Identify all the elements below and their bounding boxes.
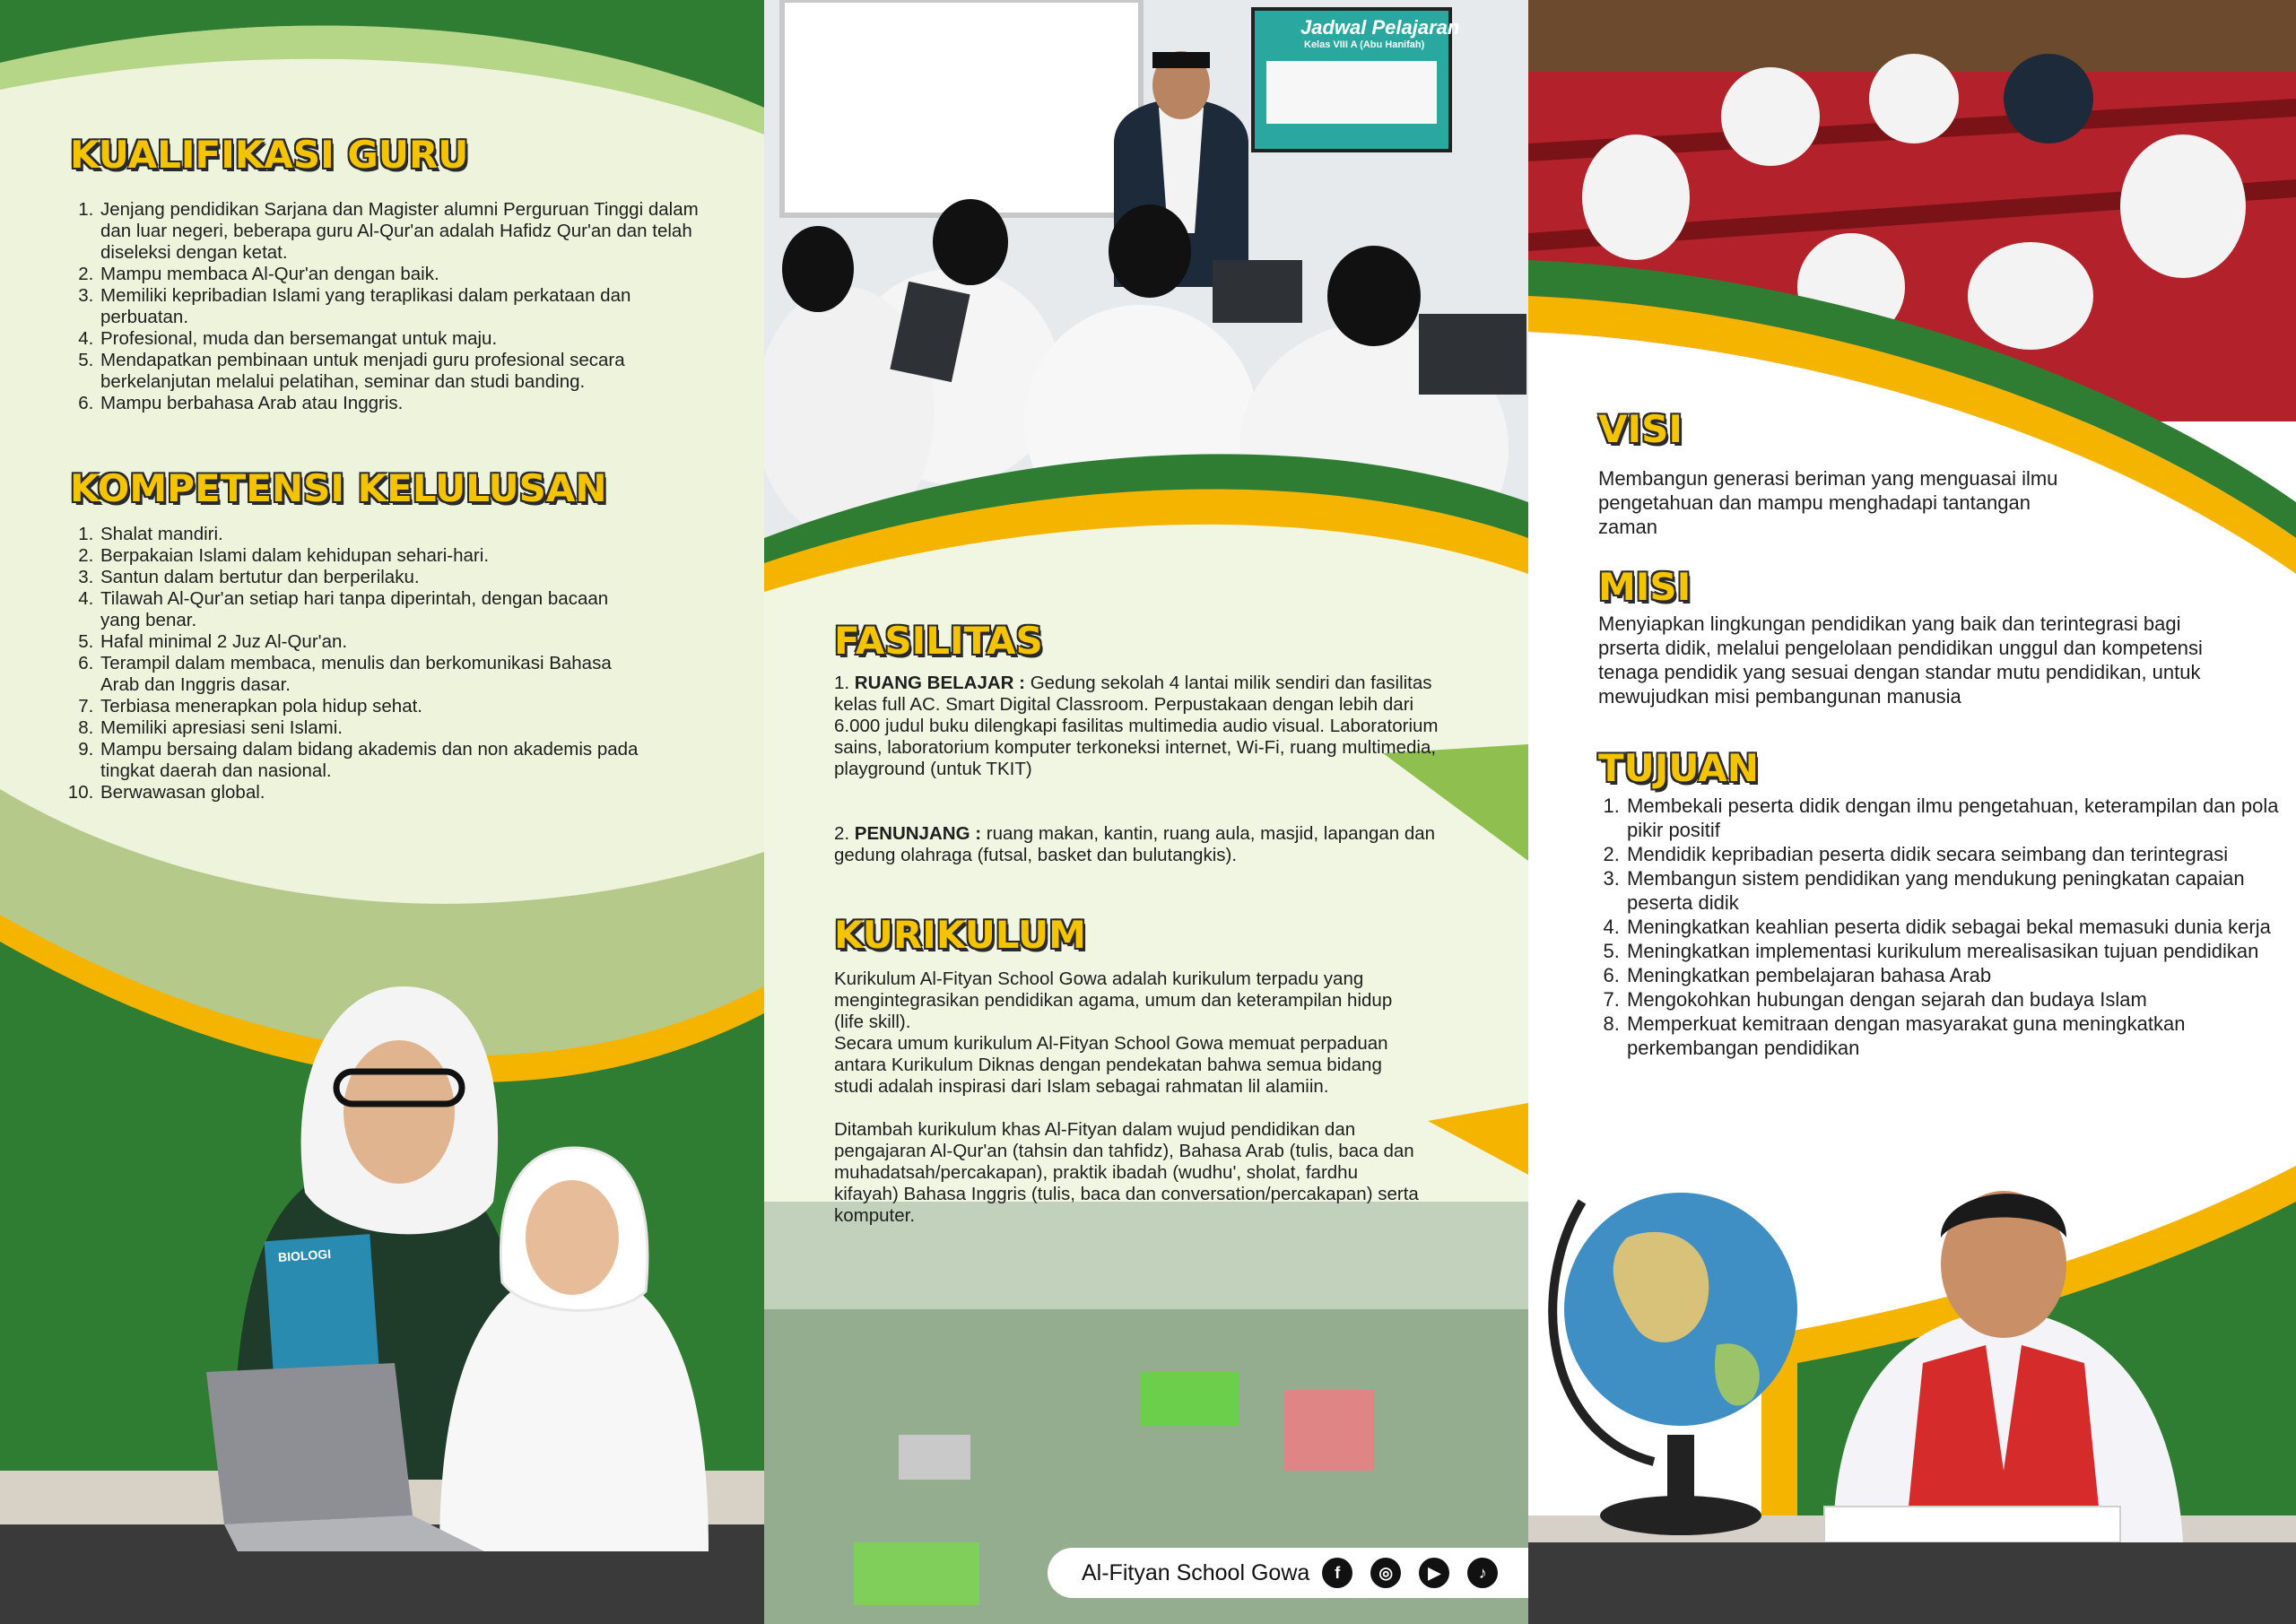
list-item: 4. Tilawah Al-Qur'an setiap hari tanpa diperintah, dengan bacaan yang benar.: [99, 588, 646, 631]
fasilitas-item-2: 2. PENUNJANG : ruang makan, kantin, ruang aula, masjid, lapangan dan gedung olahraga (futsal, basket dan bulutangkis).: [834, 823, 1436, 865]
youtube-icon[interactable]: ▶: [1419, 1558, 1449, 1588]
book-title: BIOLOGI: [277, 1246, 332, 1265]
kurikulum-title: KURIKULUM: [834, 913, 1086, 957]
instagram-icon[interactable]: ◎: [1370, 1558, 1401, 1588]
kurikulum-paragraph-3: Ditambah kurikulum khas Al-Fityan dalam wujud pendidikan dan pengajaran Al-Qur'an (tahsin dan tahfidz), Bahasa Arab (tulis, baca dan muhadatsah/percakapan), praktik ibadah (wudhu', sholat, fardhu kifayah) Bahasa Inggris (tulis, baca dan conversation/percakapan) serta komputer.: [834, 1119, 1419, 1226]
list-item: 3. Membangun sistem pendidikan yang mendukung peningkatan capaian peserta didik: [1625, 866, 2289, 915]
students-photo: [170, 977, 726, 1551]
visi-title: VISI: [1598, 407, 1683, 451]
fasilitas-title: FASILITAS: [834, 619, 1043, 663]
list-item: 7. Mengokohkan hubungan dengan sejarah dan budaya Islam: [1625, 987, 2289, 1012]
facebook-icon[interactable]: f: [1322, 1558, 1352, 1588]
panel-right: [1528, 0, 2296, 1624]
fasilitas-item-1-text: Gedung sekolah 4 lantai milik sendiri dan fasilitas kelas full AC. Smart Digital Classroom. Perpustakaan dengan lebih dari 6.000 judul buku dilengkapi fasilitas multimedia audio visual. Laboratorium sains, laboratorium komputer terkoneksi internet, Wi-Fi, ruang multimedia, playground (untuk TKIT): [834, 673, 1439, 779]
list-item: 10. Berwawasan global.: [99, 782, 646, 803]
list-item: 9. Mampu bersaing dalam bidang akademis dan non akademis pada tingkat daerah dan nasional.: [99, 739, 646, 782]
kualifikasi-list: [72, 199, 718, 414]
panel-middle-waves: [764, 0, 1528, 1624]
list-item: 8. Memiliki apresiasi seni Islami.: [99, 717, 646, 739]
list-item: 2. Mampu membaca Al-Qur'an dengan baik.: [99, 264, 718, 285]
list-item: 2. Mendidik kepribadian peserta didik secara seimbang dan terintegrasi: [1625, 842, 2289, 866]
fasilitas-item-1: 1. RUANG BELAJAR : Gedung sekolah 4 lantai milik sendiri dan fasilitas kelas full AC. Smart Digital Classroom. Perpustakaan dengan lebih dari 6.000 judul buku dilengkapi fasilitas multimedia audio visual. Laboratorium sains, laboratorium komputer terkoneksi internet, Wi-Fi, ruang multimedia, playground (untuk TKIT): [834, 673, 1439, 779]
list-item: 6. Meningkatkan pembelajaran bahasa Arab: [1625, 963, 2289, 987]
list-item: 2. Berpakaian Islami dalam kehidupan sehari-hari.: [99, 545, 646, 567]
student-boy-photo: [1797, 1166, 2291, 1542]
kualifikasi-title: KUALIFIKASI GURU: [70, 133, 469, 177]
tujuan-title: TUJUAN: [1598, 746, 1759, 790]
list-item: 3. Santun dalam bertutur dan berperilaku.: [99, 567, 646, 588]
school-name: Al-Fityan School Gowa: [1082, 1559, 1310, 1585]
list-item: 5. Hafal minimal 2 Juz Al-Qur'an.: [99, 631, 646, 653]
list-item: 1. Jenjang pendidikan Sarjana dan Magister alumni Perguruan Tinggi dalam dan luar negeri, beberapa guru Al-Qur'an adalah Hafidz Qur'an dan telah diseleksi dengan ketat.: [99, 199, 718, 264]
kurikulum-paragraph-2: Secara umum kurikulum Al-Fityan School Gowa memuat perpaduan antara Kurikulum Diknas dengan pendekatan bahwa semua bidang studi adalah inspirasi dari Islam sebagai rahmatan lil alamiin.: [834, 1033, 1388, 1097]
kompetensi-list: [72, 524, 646, 803]
list-item: 1. Membekali peserta didik dengan ilmu pengetahuan, keterampilan dan pola pikir positif: [1625, 794, 2289, 842]
visi-text: Membangun generasi beriman yang menguasai ilmu pengetahuan dan mampu menghadapi tantangan zaman: [1598, 467, 2058, 538]
kurikulum-paragraph-1: Kurikulum Al-Fityan School Gowa adalah kurikulum terpadu yang mengintegrasikan pendidikan agama, umum dan keterampilan hidup (life skill).: [834, 968, 1393, 1032]
fasilitas-item-2-label: PENUNJANG :: [854, 823, 982, 844]
tiktok-icon[interactable]: ♪: [1467, 1558, 1498, 1588]
social-footer: [1048, 1548, 1528, 1598]
list-item: 8. Memperkuat kemitraan dengan masyarakat guna meningkatkan perkembangan pendidikan: [1625, 1012, 2289, 1060]
panel-left: [0, 0, 764, 1624]
tujuan-list: [1598, 794, 2289, 1060]
list-item: 5. Meningkatkan implementasi kurikulum merealisasikan tujuan pendidikan: [1625, 939, 2289, 963]
fasilitas-item-1-label: RUANG BELAJAR :: [854, 673, 1025, 693]
list-item: 6. Mampu berbahasa Arab atau Inggris.: [99, 393, 718, 414]
list-item: 4. Profesional, muda dan bersemangat untuk maju.: [99, 328, 718, 350]
list-item: 7. Terbiasa menerapkan pola hidup sehat.: [99, 696, 646, 717]
misi-title: MISI: [1598, 565, 1692, 609]
list-item: 6. Terampil dalam membaca, menulis dan berkomunikasi Bahasa Arab dan Inggris dasar.: [99, 653, 646, 696]
panel-middle: [764, 0, 1528, 1624]
list-item: 1. Shalat mandiri.: [99, 524, 646, 545]
misi-text: Menyiapkan lingkungan pendidikan yang baik dan terintegrasi bagi prserta didik, melalui pengelolaan pendidikan unggul dan kompetensi tenaga pendidik yang sesuai dengan standar mutu pendidikan, untuk mewujudkan misi pembangunan manusia: [1598, 612, 2203, 708]
fasilitas-item-2-text: ruang makan, kantin, ruang aula, masjid, lapangan dan gedung olahraga (futsal, basket dan bulutangkis).: [834, 823, 1436, 865]
list-item: 3. Memiliki kepribadian Islami yang teraplikasi dalam perkataan dan perbuatan.: [99, 285, 718, 328]
schedule-board-title: Jadwal Pelajaran: [1300, 16, 1460, 39]
list-item: 4. Meningkatkan keahlian peserta didik sebagai bekal memasuki dunia kerja: [1625, 915, 2289, 939]
globe-icon: [1546, 1166, 1815, 1542]
list-item: 5. Mendapatkan pembinaan untuk menjadi guru profesional secara berkelanjutan melalui pelatihan, seminar dan studi banding.: [99, 350, 718, 393]
kompetensi-title: KOMPETENSI KELULUSAN: [70, 466, 607, 510]
schedule-board-subtitle: Kelas VIII A (Abu Hanifah): [1304, 39, 1425, 50]
